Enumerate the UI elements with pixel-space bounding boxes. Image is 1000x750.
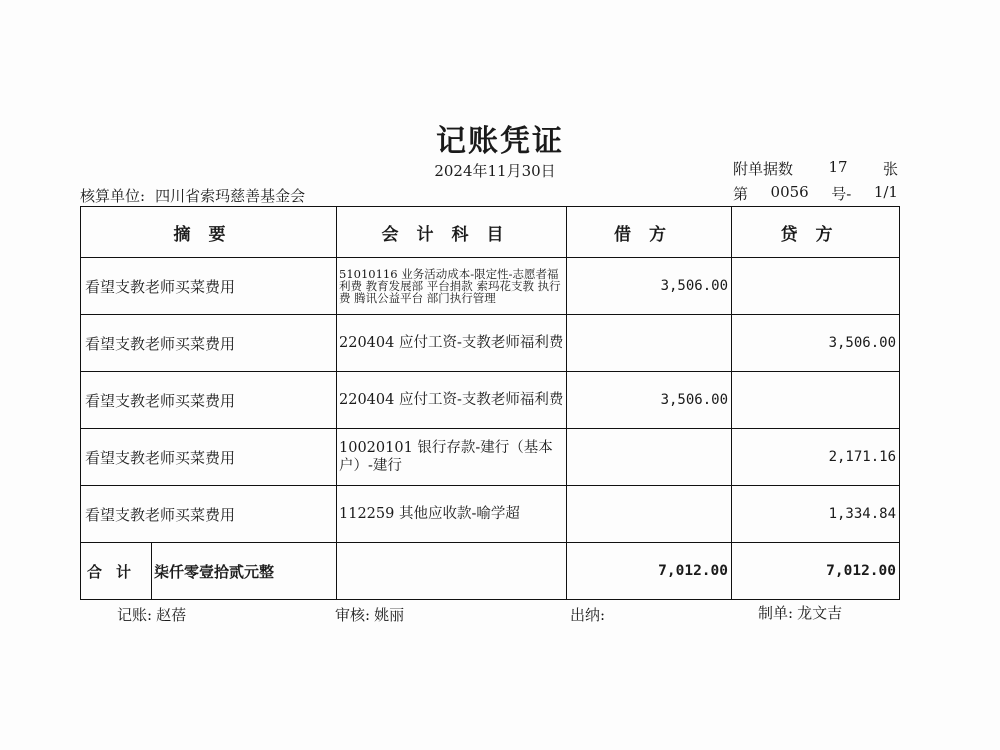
total-subject-blank — [337, 543, 567, 600]
attachment-number: 17 — [828, 158, 848, 176]
total-amount-words: 柒仟零壹拾贰元整 — [154, 562, 275, 581]
reviewer-signature — [335, 604, 404, 625]
row-subject: 51010116 业务活动成本-限定性-志愿者福利费 教育发展部 平台捐款 索玛花支教 执行费 腾讯公益平台 部门执行管理 — [337, 258, 567, 315]
voucher-suffix: 号- — [831, 185, 852, 203]
row-credit: 2,171.16 — [732, 429, 900, 486]
row-subject: 220404 应付工资-支教老师福利费 — [337, 372, 567, 429]
accounting-unit — [80, 185, 305, 206]
row-summary: 看望支教老师买菜费用 — [81, 429, 337, 486]
total-debit: 7,012.00 — [567, 543, 732, 600]
row-credit: 1,334.84 — [732, 486, 900, 543]
attachment-count — [733, 158, 898, 179]
table-row — [81, 315, 900, 372]
voucher-page: 1/1 — [873, 183, 898, 201]
preparer-signature — [758, 602, 842, 623]
table-header-row — [81, 207, 900, 258]
voucher-table — [80, 206, 900, 600]
bookkeeper-label: 记账: — [117, 606, 153, 624]
row-summary: 看望支教老师买菜费用 — [81, 315, 337, 372]
bookkeeper-name: 赵蓓 — [156, 606, 187, 624]
column-header-summary: 摘要 — [81, 207, 337, 258]
row-subject: 220404 应付工资-支教老师福利费 — [337, 315, 567, 372]
total-label — [81, 543, 337, 600]
table-row — [81, 429, 900, 486]
row-debit: 3,506.00 — [567, 258, 732, 315]
voucher-date: 2024年11月30日 — [434, 162, 556, 180]
preparer-label: 制单: — [758, 604, 794, 622]
row-debit — [567, 486, 732, 543]
column-header-subject: 会计科目 — [337, 207, 567, 258]
row-summary: 看望支教老师买菜费用 — [81, 372, 337, 429]
row-credit — [732, 258, 900, 315]
row-debit: 3,506.00 — [567, 372, 732, 429]
preparer-name: 龙文吉 — [797, 604, 843, 622]
table-row — [81, 258, 900, 315]
total-credit: 7,012.00 — [732, 543, 900, 600]
voucher-number — [733, 183, 898, 204]
row-credit: 3,506.00 — [732, 315, 900, 372]
column-header-debit: 借方 — [567, 207, 732, 258]
voucher-title: 记账凭证 — [436, 124, 564, 159]
cashier-signature — [570, 604, 609, 625]
row-debit — [567, 429, 732, 486]
row-summary: 看望支教老师买菜费用 — [81, 486, 337, 543]
row-subject: 112259 其他应收款-喻学超 — [337, 486, 567, 543]
total-label-text: 合计 — [81, 543, 152, 599]
table-row — [81, 486, 900, 543]
row-subject: 10020101 银行存款-建行（基本户）-建行 — [337, 429, 567, 486]
total-row — [81, 543, 900, 600]
reviewer-label: 审核: — [335, 606, 371, 624]
reviewer-name: 姚丽 — [374, 606, 405, 624]
cashier-label: 出纳: — [570, 606, 606, 624]
unit-name: 四川省索玛慈善基金会 — [155, 187, 306, 205]
table-row — [81, 372, 900, 429]
row-credit — [732, 372, 900, 429]
row-summary: 看望支教老师买菜费用 — [81, 258, 337, 315]
bookkeeper-signature — [117, 604, 186, 625]
unit-label: 核算单位: — [80, 187, 146, 205]
row-debit — [567, 315, 732, 372]
voucher-no-value: 0056 — [770, 183, 809, 201]
voucher-prefix: 第 — [733, 185, 749, 203]
attachment-unit: 张 — [882, 160, 898, 178]
column-header-credit: 贷方 — [732, 207, 900, 258]
attachment-label: 附单据数 — [733, 160, 794, 178]
